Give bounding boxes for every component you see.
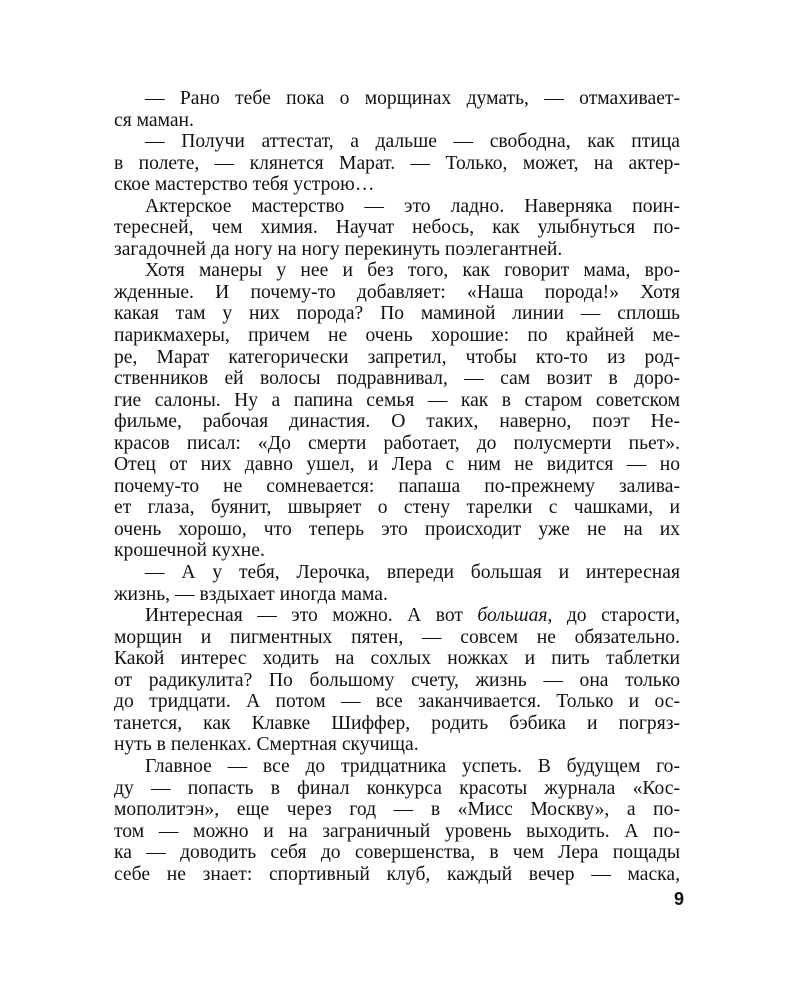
text-line: танется, как Клавке Шиффер, родить бэбика и погряз-: [114, 712, 680, 734]
text-line: крошечной кухне.: [114, 540, 265, 562]
text-line: Главное — все до тридцатника успеть. В будущем го-: [145, 755, 680, 777]
text-line: от радикулита? По большому счету, жизнь — она только: [114, 669, 680, 691]
body-text: [114, 88, 680, 885]
text-line: мополитэн», еще через год — в «Мисс Москву», а по-: [114, 799, 680, 821]
text-line: себе не знает: спортивный клуб, каждый вечер — маска,: [114, 863, 680, 885]
text-line: ре, Марат категорически запретил, чтобы кто-то из род-: [114, 346, 680, 368]
emphasis: большая: [477, 605, 548, 627]
text-line: Отец от них давно ушел, и Лера с ним не видится — но: [114, 454, 680, 476]
text-line: — Рано тебе пока о морщинах думать, — отмахивает-: [145, 88, 680, 109]
text-line: ду — попасть в финал конкурса красоты журнала «Кос-: [114, 777, 680, 799]
text-line: ет глаза, буянит, швыряет о стену тарелки с чашками, и: [114, 497, 680, 519]
text-line: фильме, рабочая династия. О таких, наверно, поэт Не-: [114, 411, 680, 433]
text-line: до тридцати. А потом — все заканчивается. Только и ос-: [114, 691, 680, 713]
text-line: жизнь, — вздыхает иногда мама.: [114, 583, 388, 605]
page-number: 9: [673, 889, 684, 909]
text-line: жденные. И почему-то добавляет: «Наша порода!» Хотя: [114, 281, 680, 303]
text-line: ское мастерство тебя устрою…: [114, 174, 375, 196]
text-line: очень хорошо, что теперь это происходит уже не на их: [114, 518, 680, 540]
text-line: Какой интерес ходить на сохлых ножках и пить таблетки: [114, 648, 680, 670]
text-line: ся маман.: [114, 109, 194, 131]
text-line: ственников ей волосы подравнивал, — сам возит в доро-: [114, 368, 680, 390]
text-line: морщин и пигментных пятен, — совсем не обязательно.: [114, 626, 680, 648]
text-line: парикмахеры, причем не очень хорошие: по крайней ме-: [114, 325, 680, 347]
text-line: Хотя манеры у нее и без того, как говорит мама, вро-: [145, 260, 680, 282]
text-line: — Получи аттестат, а дальше — свободна, как птица: [145, 131, 680, 153]
text-line: нуть в пеленках. Смертная скучища.: [114, 734, 419, 756]
text-line: в полете, — клянется Марат. — Только, может, на актер-: [114, 152, 680, 174]
text-line: ка — доводить себя до совершенства, в чем Лера пощады: [114, 842, 680, 864]
text-line: гие салоны. Ну а папина семья — как в старом советском: [114, 389, 680, 411]
text-line: Актерское мастерство — это ладно. Наверняка поин-: [145, 195, 680, 217]
text-line: загадочней да ногу на ногу перекинуть поэлегантней.: [114, 238, 563, 260]
text-line: — А у тебя, Лерочка, впереди большая и интересная: [145, 562, 680, 584]
text-line: почему-то не сомневается: папаша по-прежнему залива-: [114, 475, 680, 497]
text-line: красов писал: «До смерти работает, до полусмерти пьет».: [114, 432, 680, 454]
text-line: Интересная — это можно. А вот большая, до старости,: [145, 605, 680, 627]
text-line: какая там у них порода? По маминой линии — сплошь: [114, 303, 680, 325]
text-line: том — можно и на заграничный уровень выходить. А по-: [114, 820, 680, 842]
text-line: тересней, чем химия. Научат небось, как улыбнуться по-: [114, 217, 680, 239]
